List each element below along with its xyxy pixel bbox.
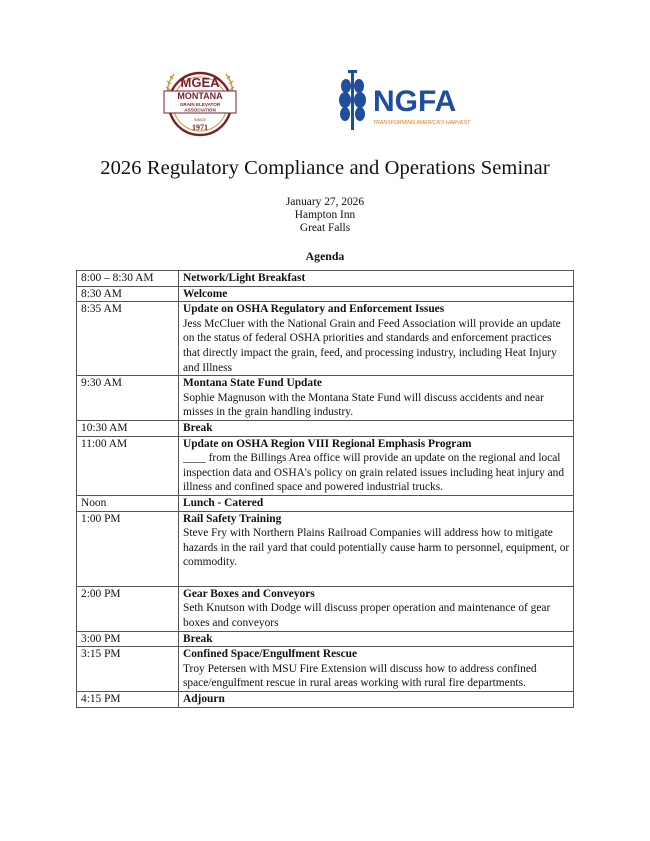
agenda-session [179, 511, 574, 586]
mgea-logo [158, 66, 242, 138]
agenda-time: 3:00 PM [77, 631, 179, 647]
session-title: Network/Light Breakfast [183, 272, 306, 284]
session-title: Break [183, 632, 213, 645]
agenda-session [179, 436, 574, 495]
session-description: Steve Fry with Northern Plains Railroad Companies will address how to mitigate hazards in the rail yard that could potentially cause harm to personnel, equipment, or commodity. [183, 527, 570, 569]
agenda-row [77, 631, 574, 647]
page-title: 2026 Regulatory Compliance and Operations Seminar [100, 157, 550, 179]
session-description: Jess McCluer with the National Grain and Feed Association will provide an update on the status of federal OSHA priorities and standards and enforcement practices that directly impact the grain, feed, and processing industry, including Heat Injury and Illness [183, 317, 561, 374]
agenda-row [77, 271, 574, 287]
session-description: Seth Knutson with Dodge will discuss proper operation and maintenance of gear boxes and conveyors [183, 602, 551, 630]
agenda-row [77, 692, 574, 708]
agenda-session [179, 302, 574, 376]
agenda-time: 1:00 PM [77, 511, 179, 586]
agenda-row [77, 586, 574, 631]
session-title: Lunch - Catered [183, 496, 264, 509]
agenda-time: 2:00 PM [77, 586, 179, 631]
agenda-time: 8:00 – 8:30 AM [77, 271, 179, 287]
agenda-session [179, 586, 574, 631]
agenda-time: 10:30 AM [77, 420, 179, 436]
agenda-time: 3:15 PM [77, 647, 179, 692]
agenda-session [179, 692, 574, 708]
session-title: Rail Safety Training [183, 512, 282, 525]
session-title: Welcome [183, 287, 228, 300]
event-venue: Hampton Inn [294, 209, 356, 221]
agenda-time: 8:35 AM [77, 302, 179, 376]
mgea-line2: ASSOCIATION [184, 107, 216, 113]
session-description: Troy Petersen with MSU Fire Extension will discuss how to address confined space/engulfment rescue in rural areas working with rural fire departments. [183, 662, 537, 690]
event-date: January 27, 2026 [285, 196, 365, 208]
agenda-row [77, 302, 574, 376]
event-info [0, 196, 650, 235]
agenda-row [77, 286, 574, 302]
session-title: Montana State Fund Update [183, 377, 322, 390]
agenda-time: 4:15 PM [77, 692, 179, 708]
session-title: Confined Space/Engulfment Rescue [183, 648, 358, 661]
session-title: Gear Boxes and Conveyors [183, 587, 315, 600]
ngfa-name: NGFA [373, 85, 457, 118]
agenda-row [77, 436, 574, 495]
mgea-since: SINCE [193, 117, 207, 122]
session-description: Sophie Magnuson with the Montana State Fund will discuss accidents and near misses in the grain handling industry. [183, 391, 544, 419]
wheat-emblem-icon [339, 70, 366, 130]
mgea-line1: GRAIN ELEVATOR [179, 102, 221, 107]
event-city: Great Falls [299, 222, 351, 234]
agenda-time: Noon [77, 495, 179, 511]
agenda-row [77, 376, 574, 421]
agenda-session [179, 420, 574, 436]
agenda-row [77, 495, 574, 511]
agenda-session [179, 647, 574, 692]
agenda-row [77, 420, 574, 436]
mgea-year: 1971 [192, 123, 208, 132]
agenda-session [179, 631, 574, 647]
session-title: Break [183, 421, 213, 434]
agenda-session [179, 376, 574, 421]
session-title: Update on OSHA Region VIII Regional Emphasis Program [183, 437, 472, 450]
agenda-row [77, 647, 574, 692]
mgea-name: MONTANA [177, 91, 223, 101]
agenda-session [179, 286, 574, 302]
mgea-abbr: MGEA [180, 75, 220, 90]
agenda-session [179, 495, 574, 511]
agenda-time: 8:30 AM [77, 286, 179, 302]
agenda-table [76, 270, 574, 708]
session-title: Adjourn [183, 693, 225, 706]
ngfa-logo [331, 70, 491, 132]
agenda-time: 11:00 AM [77, 436, 179, 495]
ngfa-tagline: TRANSFORMING AMERICA'S HARVEST [373, 120, 471, 126]
agenda-session [179, 271, 574, 287]
session-title: Update on OSHA Regulatory and Enforcement Issues [183, 303, 445, 316]
session-description: ____ from the Billings Area office will provide an update on the regional and local inspection data and OSHA's policy on grain related issues including heat injury and illness and confined space and powered industrial trucks. [183, 452, 565, 494]
agenda-time: 9:30 AM [77, 376, 179, 421]
agenda-heading: Agenda [305, 249, 345, 263]
agenda-row [77, 511, 574, 586]
